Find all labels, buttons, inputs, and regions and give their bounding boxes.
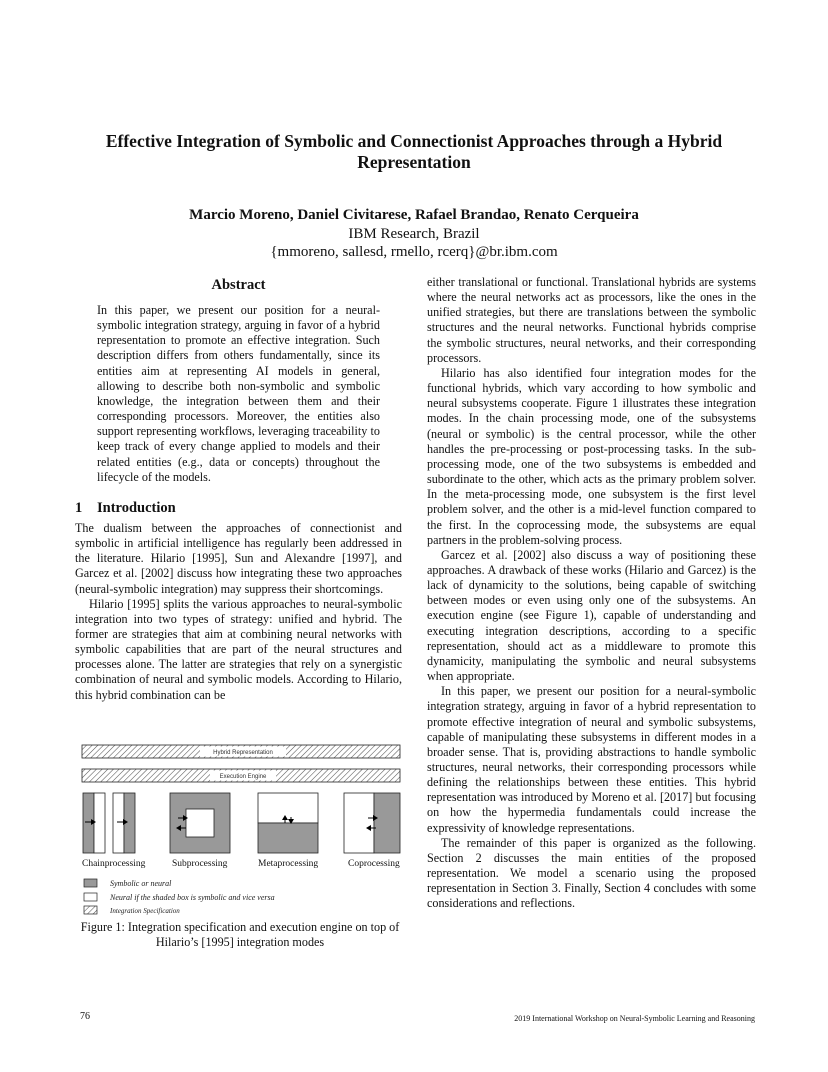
chainprocessing-diagram [83,793,135,853]
right-paragraph-4: In this paper, we present our position for a neural-symbolic integration strategy, arguing in favor of a hybrid representation to promote effective integration of neural and symbolic subsystems, capable of manipulating these subsystems in different modes in a broader sense. That is, providing abstractions to handle symbolic structures, neural networks, their corresponding processors while defining the relationships between these entities. This hybrid representation was introduced by Moreno et al. [2017] but focusing on how the hypermedia fundamentals could increase the expressivity of knowledge representations. [427,684,756,835]
mode-label-coprocessing: Coprocessing [348,859,400,869]
legend-integration-specification: Integration Specification [110,907,180,915]
author-block [60,206,768,262]
abstract-heading: Abstract [211,277,266,293]
hybrid-bar-label: Hybrid Representation [213,750,273,756]
execution-engine-bar [82,769,400,782]
intro-paragraph-2: Hilario [1995] splits the various approaches to neural-symbolic integration into two types of strategy: unified and hybrid. The former are strategies that aim at combining neural networks with symbolic capabilities that are part of the neural structures and processes alone. The latter are strategies that rely on a synergistic combination of neural and symbolic models. According to Hilario, this hybrid combination can be [75,596,402,702]
section-number: 1 [75,499,83,516]
affiliation: IBM Research, Brazil [348,225,480,242]
left-column [75,276,402,703]
title-line-2: Representation [357,152,471,172]
legend-symbolic-or-neural: Symbolic or neural [110,879,172,888]
metaprocessing-diagram [258,793,318,853]
hybrid-representation-bar [82,745,400,758]
paper-title [60,131,768,173]
section-heading-introduction [75,499,402,517]
caption-line-2: Hilario’s [1995] integration modes [155,935,325,949]
title-line-1: Effective Integration of Symbolic and Connectionist Approaches through a Hybrid [105,131,723,151]
legend-neural-if-shaded: Neural if the shaded box is symbolic and vice versa [110,893,275,902]
coprocessing-diagram [344,793,400,853]
page-number: 76 [80,1011,90,1022]
caption-line-1: Figure 1: Integration specification and execution engine on top of [80,920,400,934]
engine-bar-label: Execution Engine [219,774,267,780]
author-emails: {mmoreno, sallesd, rmello, rcerq}@br.ibm.com [270,244,558,260]
mode-label-metaprocessing: Metaprocessing [258,859,319,869]
abstract-text: In this paper, we present our position for a neural-symbolic integration strategy, arguing in favor of a hybrid representation to promote an effective integration. Such description differs from others fundamentally, since its entities aim at representing AI models in general, allowing to describe both non-symbolic and symbolic knowledge, the integration between them and their corresponding processors. Moreover, the entities also support representing workflows, leveraging traceability to keep track of every change applied to models and their related entities (e.g., data or concepts) throughout the lifecycle of the models. [97,303,380,484]
figure-legend [84,879,275,915]
venue-footer: 2019 International Workshop on Neural-Symbolic Learning and Reasoning [514,1014,755,1023]
right-paragraph-1: either translational or functional. Translational hybrids are systems where the neural networks act as processors, like the ones in the unified strategies, but there are translations between the symbolic structures and the neural networks. Functional hybrids comprise the symbolic structures, neural networks, and their corresponding processors. [427,275,756,365]
right-column [427,275,756,912]
section-title: Introduction [97,499,176,516]
subprocessing-diagram [170,793,230,853]
mode-label-chainprocessing: Chainprocessing [82,859,146,869]
right-paragraph-2: Hilario has also identified four integration modes for the functional hybrids, which vary according to how symbolic and neural subsystems cooperate. Figure 1 illustrates these integration modes. In the chain processing mode, one of the subsystems (neural or symbolic) is the central processor, while the other handles the pre-processing or post-processing tasks. In the sub-processing mode, one of the two subsystems is embedded and subordinate to the other, which acts as the primary problem solver. In the meta-processing mode, one subsystem is the first level problem solver, and the other is a mid-level function compared to the first. In the coprocessing mode, the subsystems are equal partners in the problem-solving process. [427,365,756,547]
mode-label-subprocessing: Subprocessing [172,859,228,869]
right-paragraph-3: Garcez et al. [2002] also discuss a way of positioning these approaches. A drawback of these works (Hilario and Garcez) is the lack of dynamicity to the solutions, being capable of switching between modes or even using only one of the subsystems. An execution engine (see Figure 1), capable of understanding and executing integration descriptions, according to a specific representation, should act as a middleware to promote this dynamicity, manipulating the symbolic and neural subsystems when appropriate. [427,547,756,684]
author-names: Marcio Moreno, Daniel Civitarese, Rafael Brandao, Renato Cerqueira [189,207,639,223]
intro-paragraph-1: The dualism between the approaches of connectionist and symbolic in artificial intelligence has regularly been addressed in the literature. Hilario [1995], Sun and Alexandre [1997], and Garcez et al. [2002] discuss how integrating these two approaches (neural-symbolic integration) may suppress their shortcomings. [75,520,402,596]
right-paragraph-5: The remainder of this paper is organized as the following. Section 2 discusses the main entities of the proposed representation. We model a scenario using the proposed representation in Section 3. Finally, Section 4 concludes with some considerations and reflections. [427,835,756,911]
figure-caption [75,920,405,950]
